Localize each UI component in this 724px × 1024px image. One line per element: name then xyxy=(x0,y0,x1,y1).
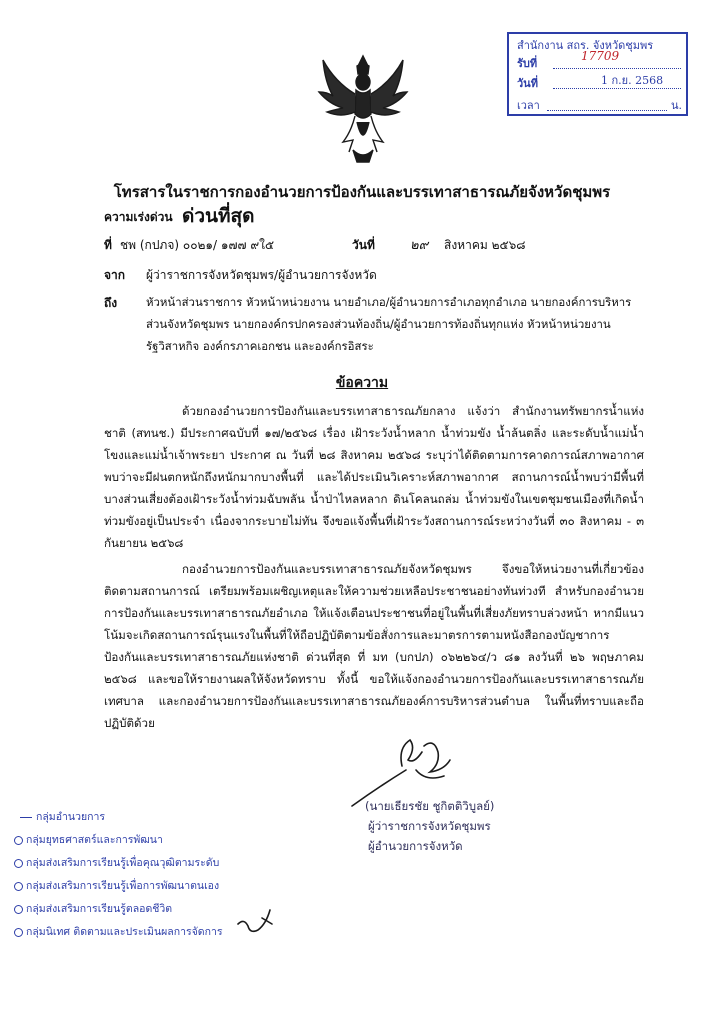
receipt-stamp xyxy=(507,32,688,116)
to-line-3: รัฐวิสาหกิจ องค์กรภาคเอกชน และองค์กรอิสระ xyxy=(146,339,374,353)
stamp-date-value: 1 ก.ย. 2568 xyxy=(601,74,664,87)
routing-handwritten-mark xyxy=(232,904,282,938)
body-paragraph-1: ด้วยกองอำนวยการป้องกันและบรรเทาสาธารณภัยกลาง แจ้งว่า สำนักงานทรัพยากรน้ำแห่งชาติ (สทนช.) มีประกาศฉบับที่ ๑๗/๒๕๖๘ เรื่อง เฝ้าระวังน้ำหลาก น้ำท่วมขัง น้ำล้นตลิ่ง และระดับน้ำแม่น้ำโขงและแม่น้ำเจ้าพระยา ประกาศ ณ วันที่ ๒๘ สิงหาคม ๒๕๖๘ ระบุว่าได้ติดตามการคาดการณ์สภาพอากาศ พบว่าจะมีฝนตกหนักถึงหนักมากบางพื้นที่ และได้ประเมินวิเคราะห์สภาพอากาศ สถานการณ์น้ำพบว่ามีพื้นที่บางส่วนเสี่ยงต้องเฝ้าระวังน้ำท่วมฉับพลัน น้ำป่าไหลหลาก ดินโคลนถล่ม น้ำท่วมขังในเขตชุมชนเมืองที่เกิดน้ำท่วมขังอยู่เป็นประจำ เนื่องจากระบายไม่ทัน จึงขอแจ้งพื้นที่เฝ้าระวังสถานการณ์ระหว่างวันที่ ๓๐ สิงหาคม - ๓ กันยายน ๒๕๖๘ xyxy=(104,404,644,550)
stamp-time-suffix: น. xyxy=(671,99,683,112)
to-label: ถึง xyxy=(104,296,118,310)
signatory-position-2: ผู้อำนวยการจังหวัด xyxy=(368,839,463,853)
date-label: วันที่ xyxy=(352,238,375,252)
to-line-1: หัวหน้าส่วนราชการ หัวหน้าหน่วยงาน นายอำเภอ/ผู้อำนวยการอำเภอทุกอำเภอ นายกองค์การบริหาร xyxy=(146,295,632,309)
distribution-item: กลุ่มส่งเสริมการเรียนรู้เพื่อการพัฒนาตนเอง xyxy=(14,877,219,894)
distribution-item: กลุ่มส่งเสริมการเรียนรู้ตลอดชีวิต xyxy=(14,900,172,917)
from-label: จาก xyxy=(104,268,126,282)
to-line-2: ส่วนจังหวัดชุมพร นายกองค์กรปกครองส่วนท้องถิ่น/ผู้อำนวยการท้องถิ่นทุกแห่ง หัวหน้าหน่วยงาน xyxy=(146,317,611,331)
signatory-position-1: ผู้ว่าราชการจังหวัดชุมพร xyxy=(368,819,491,833)
stamp-date-label: วันที่ xyxy=(517,77,538,90)
date-day: ๒๙ xyxy=(410,238,429,253)
garuda-emblem xyxy=(313,52,413,164)
body-paragraph-2: กองอำนวยการป้องกันและบรรเทาสาธารณภัยจังหวัดชุมพร จึงขอให้หน่วยงานที่เกี่ยวข้องติดตามสถานการณ์ เตรียมพร้อมเผชิญเหตุและให้ความช่วยเหลือประชาชนอย่างทันท่วงที สำหรับกองอำนวยการป้องกันและบรรเทาสาธารณภัยอำเภอ ให้แจ้งเตือนประชาชนที่อยู่ในพื้นที่เสี่ยงภัยทราบล่วงหน้า หากมีแนวโน้มจะเกิดสถานการณ์รุนแรงในพื้นที่ให้ถือปฏิบัติตามข้อสั่งการและมาตรการตามหนังสือกองบัญชาการป้องกันและบรรเทาสาธารณภัยแห่งชาติ ด่วนที่สุด ที่ มท (บกปภ) ๐๖๒๒๖๔/ว ๘๑ ลงวันที่ ๒๖ พฤษภาคม ๒๕๖๘ และขอให้รายงานผลให้จังหวัดทราบ ทั้งนี้ ขอให้แจ้งกองอำนวยการป้องกันและบรรเทาสาธารณภัยเทศบาล และกองอำนวยการป้องกันและบรรเทาสาธารณภัยองค์การบริหารส่วนตำบล ในพื้นที่ทราบและถือปฏิบัติด้วย xyxy=(104,562,644,730)
date-month-year: สิงหาคม ๒๕๖๘ xyxy=(444,238,526,252)
stamp-received-number: 17709 xyxy=(581,49,620,63)
distribution-item: กลุ่มยุทธศาสตร์และการพัฒนา xyxy=(14,831,163,848)
distribution-heading: กลุ่มอำนวยการ xyxy=(20,808,105,825)
stamp-received-label: รับที่ xyxy=(517,57,538,70)
stamp-office: สำนักงาน สถร. จังหวัดชุมพร xyxy=(517,39,654,52)
urgency-value: ด่วนที่สุด xyxy=(182,205,255,227)
ref-number: ชพ (กปภจ) ๐๐๒๑/ ๑๗๗ ๙ใ๕ xyxy=(120,238,275,252)
section-heading: ข้อความ xyxy=(335,375,389,391)
agency-title: โทรสารในราชการกองอำนวยการป้องกันและบรรเทาสาธารณภัยจังหวัดชุมพร xyxy=(113,183,611,201)
ref-label: ที่ xyxy=(104,238,112,252)
from-value: ผู้ว่าราชการจังหวัดชุมพร/ผู้อำนวยการจังหวัด xyxy=(146,268,377,282)
stamp-time-label: เวลา xyxy=(517,99,540,112)
urgency-label: ความเร่งด่วน xyxy=(104,210,173,224)
distribution-item: กลุ่มส่งเสริมการเรียนรู้เพื่อคุณวุฒิตามระดับ xyxy=(14,854,219,871)
distribution-item: กลุ่มนิเทศ ติดตามและประเมินผลการจัดการ xyxy=(14,923,223,940)
signatory-name: (นายเธียรชัย ชูกิตติวิบูลย์) xyxy=(365,799,495,813)
